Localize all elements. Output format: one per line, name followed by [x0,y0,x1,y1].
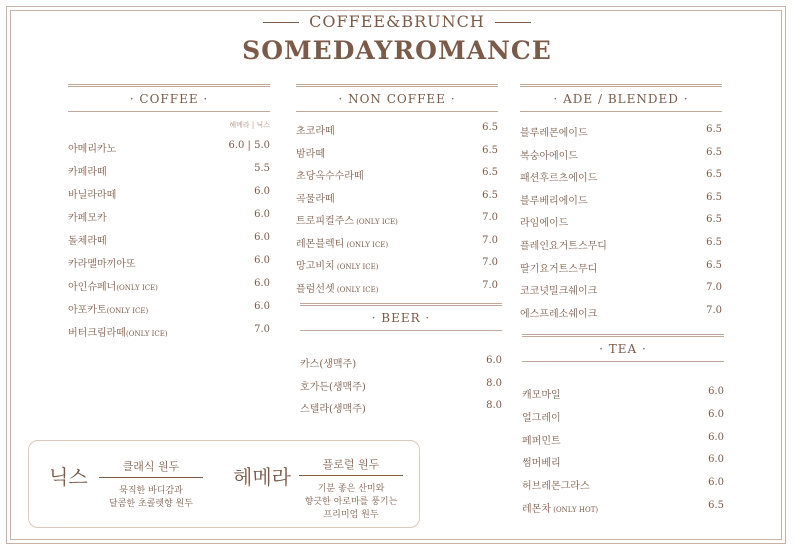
menu-item [522,409,724,429]
menu-item-name [522,409,561,424]
menu-item [296,235,498,255]
menu-item [522,500,724,520]
menu-item [522,386,724,406]
menu-item-note: (ONLY ICE) [353,218,398,226]
nix-desc-line-1: 묵직한 바디감과 [119,486,183,496]
non-coffee-section [296,84,498,294]
subtitle-text: COFFEE&BRUNCH [309,12,485,31]
menu-item-label: 카라멜마끼아또 [68,259,136,270]
menu-item-label: 에스프레소쉐이크 [520,308,598,320]
menu-item-label: 초당옥수수라떼 [296,171,364,182]
menu-item-price: 7.0 [482,212,498,223]
menu-item-price: 6.0 [254,186,270,197]
menu-item [296,257,498,277]
menu-item-price: 7.0 [482,234,498,246]
menu-item [68,209,270,229]
menu-item-label: 스텔라(생맥주) [300,404,366,415]
menu-item [296,212,498,232]
menu-item [300,400,502,420]
menu-item-price: 6.0 [254,278,270,289]
menu-item-price: 6.0 [254,255,270,266]
menu-item-price: 6.0 [254,301,270,312]
menu-item-price: 6.0 [708,386,724,397]
subtitle-rule-left [263,22,299,23]
menu-item-label: 바닐라라떼 [68,190,117,201]
menu-item [300,355,502,375]
menu-item-price: 6.0 [708,431,724,443]
menu-item-label: 레몬블렉티 [296,238,345,250]
menu-item-name [520,260,597,275]
menu-item-label: 복숭아에이드 [520,150,578,162]
menu-item-label: 레몬차 [522,504,551,515]
menu-item-label: 카페모카 [68,213,107,224]
menu-item-name [520,305,597,320]
menu-item-name [68,324,168,339]
menu-item [522,477,724,497]
menu-item-name [522,386,561,401]
hemera-label: 헤메라 [233,465,291,489]
menu-item-name [522,500,598,515]
menu-item-label: 카스(생맥주) [300,359,357,370]
menu-item-price: 8.0 [486,377,502,389]
non-coffee-heading: · NON COFFEE · [296,84,498,112]
menu-item-price: 8.0 [486,400,502,411]
menu-item-price: 7.0 [706,282,722,294]
menu-item [520,192,722,212]
menu-item-note: (ONLY HOT) [550,506,599,514]
coffee-price-subheader: 헤메라 | 닉스 [229,121,270,129]
menu-item-name [296,235,388,250]
menu-item [68,232,270,252]
menu-item-price: 6.5 [706,169,722,181]
menu-item-label: 패션후르츠에이드 [520,173,598,185]
menu-item-name [520,214,568,229]
menu-item-price: 6.0 [486,355,502,366]
menu-item-price: 6.5 [706,146,722,158]
menu-item-name [300,378,366,393]
menu-item [520,305,722,325]
menu-item [520,260,722,280]
hemera-description [291,483,411,522]
menu-item-label: 캐모마일 [522,390,561,401]
hemera-bean-type: 플로럴 원두 [299,456,403,476]
menu-item-label: 초코라떼 [296,126,335,137]
beer-section [300,303,502,423]
menu-item-label: 호가든(생맥주) [300,381,366,393]
menu-item-label: 버터크림라떼 [68,328,126,339]
menu-item [522,454,724,474]
menu-item-name [520,147,578,162]
menu-item-price: 6.5 [708,500,724,511]
menu-item-price: 7.0 [706,304,722,316]
subtitle-rule-right [495,22,531,23]
menu-item-name [68,255,136,270]
menu-item-price: 6.5 [706,191,722,203]
menu-item-name [520,124,588,139]
menu-item-label: 얼그레이 [522,412,561,424]
menu-item-note: (ONLY ICE) [116,284,158,292]
menu-item-price: 7.0 [482,279,498,291]
menu-item-label: 페퍼민트 [522,435,561,447]
menu-item-name [68,232,107,247]
menu-item-price: 6.5 [482,144,498,156]
menu-item-name [68,209,107,224]
menu-item-label: 아메리카노 [68,144,117,155]
menu-item-label: 카페라떼 [68,167,107,178]
menu-item-price: 6.5 [706,259,722,271]
menu-item [520,147,722,167]
menu-item-name [520,237,607,252]
menu-item-name [522,432,561,447]
menu-item-name [300,355,356,370]
menu-item-label: 라임에이드 [520,218,569,230]
menu-item-name [68,301,148,316]
menu-item-price: 6.5 [482,189,498,201]
menu-item-price: 5.5 [254,163,270,174]
menu-item-label: 아인슈페너 [68,282,117,293]
menu-item-name [296,122,335,137]
menu-item-name [300,400,366,415]
ade-section [520,84,722,324]
menu-item-price: 6.0 [254,209,270,220]
menu-item [68,163,270,183]
menu-item-name [520,169,597,184]
menu-item-name [68,163,107,178]
menu-item-label: 허브레몬그라스 [522,481,590,493]
menu-item [68,278,270,298]
nix-desc-line-2: 달콤한 초콜렛향 원두 [109,499,193,509]
menu-item [68,186,270,206]
menu-item-name [522,454,561,469]
menu-item-label: 썸머베리 [522,458,561,470]
menu-item-name [68,278,158,293]
menu-item-price: 7.0 [254,324,270,335]
menu-item [296,280,498,300]
bean-legend-box [28,440,420,528]
menu-item-label: 망고비치 [296,261,335,272]
menu-item-price: 7.0 [482,257,498,268]
menu-item-note: (ONLY ICE) [334,263,379,271]
menu-item [296,190,498,210]
menu-item-name [68,140,116,155]
menu-item [68,140,270,160]
menu-item [68,301,270,321]
menu-item [296,122,498,142]
nix-label: 닉스 [49,465,88,489]
menu-item-label: 아포카토 [68,305,107,316]
menu-item [520,124,722,144]
menu-item-label: 플럼선셋 [296,283,335,295]
menu-item-price: 6.0 | 5.0 [228,140,270,151]
menu-item-name [296,257,378,272]
menu-item [522,432,724,452]
menu-item-price: 6.5 [482,167,498,178]
ade-heading: · ADE / BLENDED · [520,84,722,112]
menu-item [296,145,498,165]
menu-item-label: 플레인요거트스무디 [520,241,607,252]
menu-item-price: 6.0 [254,232,270,243]
menu-subtitle [0,12,794,31]
menu-item-price: 6.5 [706,237,722,248]
menu-item [520,282,722,302]
menu-item-label: 곡물라떼 [296,193,335,205]
menu-item-label: 블루레몬에이드 [520,128,588,139]
menu-item [520,169,722,189]
menu-item-note: (ONLY ICE) [334,285,379,294]
menu-item-price: 6.5 [706,124,722,135]
menu-item-name [68,186,116,201]
menu-item-note: (ONLY ICE) [106,307,149,315]
menu-item-price: 6.0 [708,408,724,420]
menu-item [520,237,722,257]
menu-item-name [296,145,325,160]
menu-item-label: 블루베리에이드 [520,195,588,207]
menu-item-label: 딸기요거트스무디 [520,263,598,275]
menu-item [520,214,722,234]
menu-item-name [520,282,597,297]
menu-item-label: 트로피컬주스 [296,216,354,227]
nix-bean-type: 클래식 원두 [99,458,203,478]
menu-item-note: (ONLY ICE) [344,240,389,249]
hemera-desc-line-3: 프리미엄 원두 [323,510,379,520]
hemera-desc-line-2: 향긋한 아로마를 풍기는 [304,497,398,507]
menu-item-name [296,167,364,182]
coffee-heading: · COFFEE · [68,84,270,112]
menu-item-price: 6.0 [708,454,724,466]
menu-item-label: 돌체라떼 [68,236,107,247]
menu-item-note: (ONLY ICE) [125,330,168,338]
menu-item [68,255,270,275]
beer-heading: · BEER · [300,303,502,331]
tea-heading: · TEA · [522,334,724,362]
menu-item-price: 6.5 [482,122,498,133]
menu-item-label: 코코넛밀크쉐이크 [520,286,598,298]
menu-item-label: 밤라떼 [296,148,325,160]
menu-title: SOMEDAYROMANCE [242,36,552,65]
nix-description [99,485,203,511]
hemera-desc-line-1: 기분 좋은 산미와 [317,484,385,494]
menu-item-name [522,477,590,492]
menu-item [68,324,270,344]
menu-item-name [296,212,398,227]
menu-item-name [296,280,378,295]
tea-section [522,334,724,519]
menu-item [300,378,502,398]
coffee-section [68,84,270,340]
menu-item-name [296,190,335,205]
menu-item [296,167,498,187]
menu-item-price: 6.5 [706,214,722,226]
menu-item-name [520,192,588,207]
menu-item-price: 6.0 [708,477,724,489]
